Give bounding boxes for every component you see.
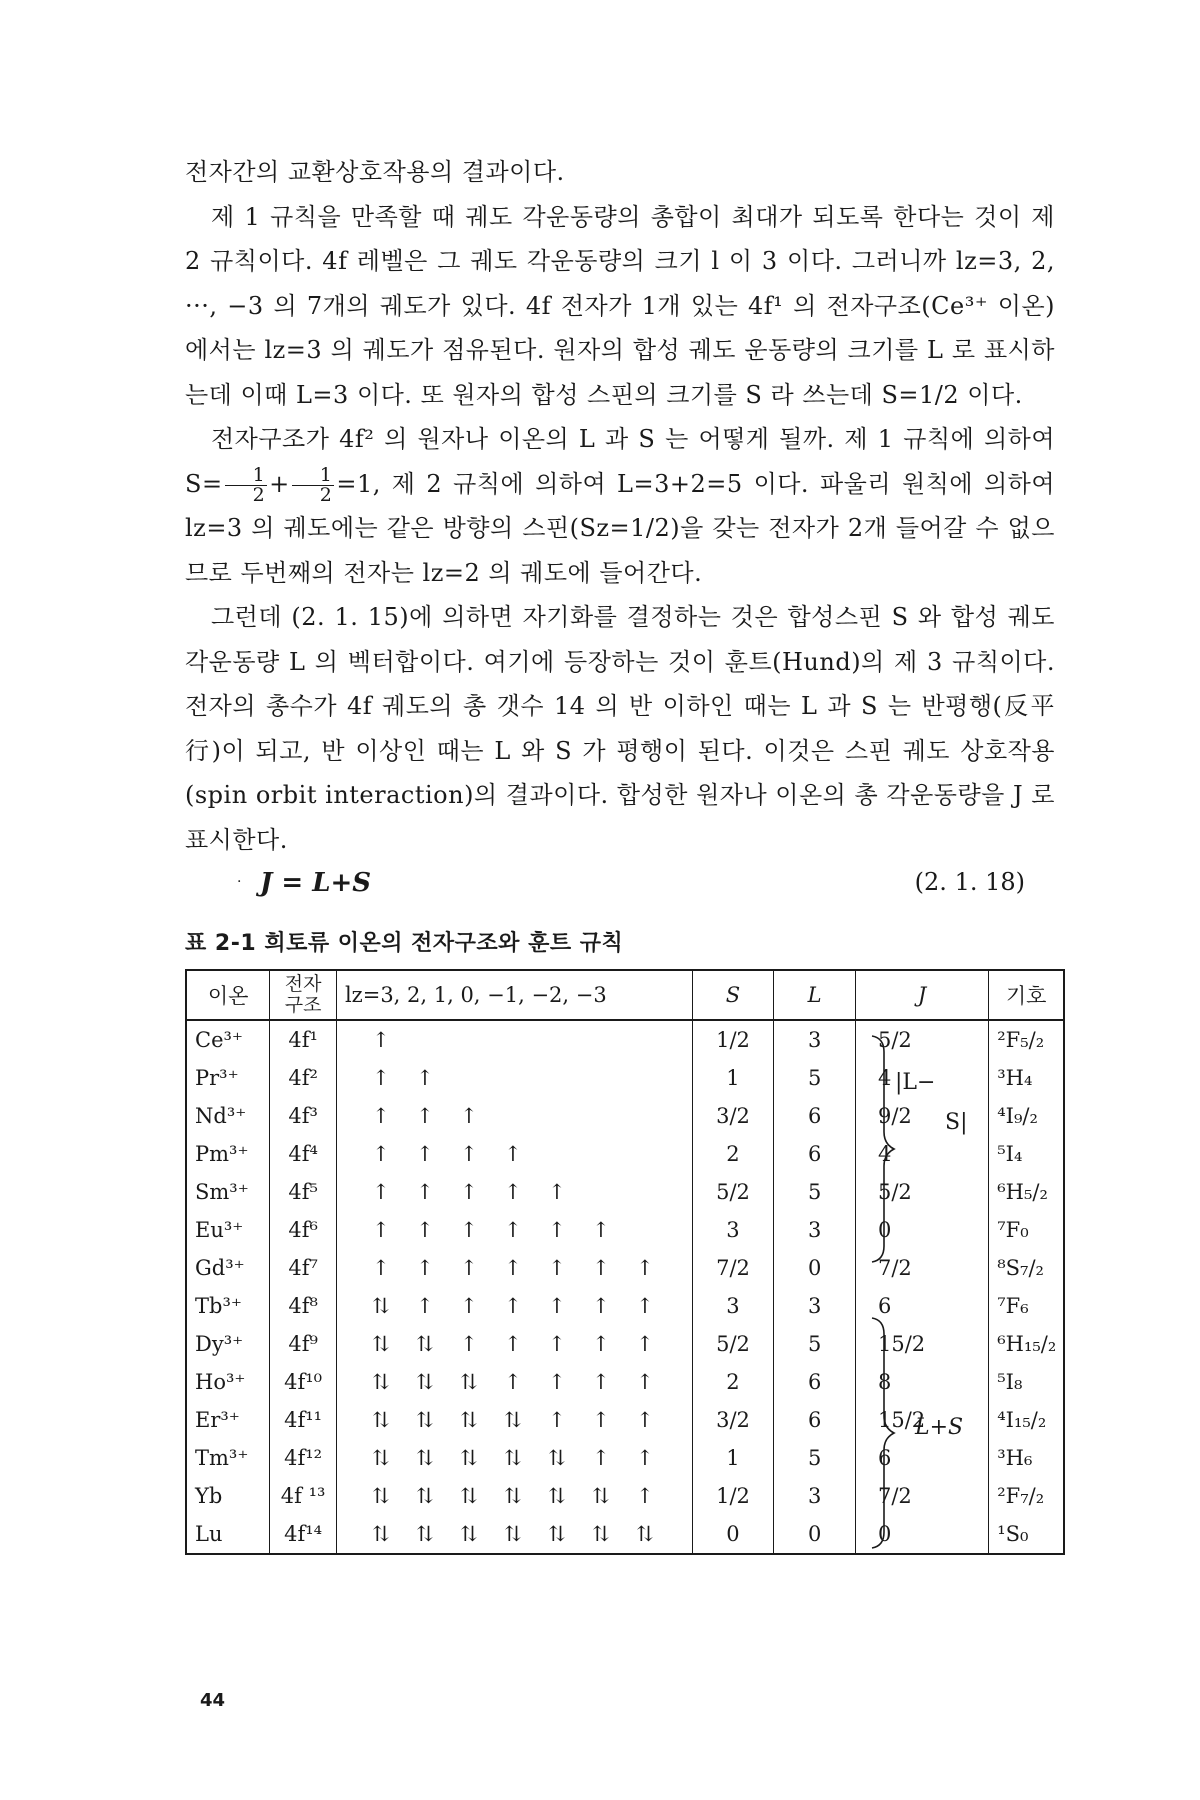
spin-arrow-icon: ↑ <box>592 1218 610 1242</box>
cell-ion: Eu³⁺ <box>186 1211 270 1249</box>
spin-arrow-icon: ↑ <box>592 1256 610 1280</box>
spin-arrow-icon: ↑ <box>548 1256 566 1280</box>
cell-s: 1/2 <box>692 1477 774 1515</box>
cell-symbol: ⁵I₈ <box>989 1363 1064 1401</box>
table-row <box>186 1363 1064 1401</box>
spin-arrow-icon: ↑ <box>416 1142 434 1166</box>
header-l: L <box>774 970 856 1020</box>
header-lz: lz=3, 2, 1, 0, −1, −2, −3 <box>336 970 692 1020</box>
table-row <box>186 1211 1064 1249</box>
paragraph-3 <box>185 417 1055 595</box>
spin-arrow-icon: ↑ <box>372 1104 390 1128</box>
spin-arrow-icon: ⇅ <box>372 1522 390 1546</box>
equation <box>185 864 1055 910</box>
cell-symbol: ⁵I₄ <box>989 1135 1064 1173</box>
cell-j: 9/2 <box>855 1097 988 1135</box>
spin-arrow-icon: ↑ <box>592 1446 610 1470</box>
spin-arrow-icon: ↑ <box>592 1408 610 1432</box>
spin-arrow-icon: ↑ <box>372 1218 390 1242</box>
cell-l: 0 <box>774 1249 856 1287</box>
spin-arrow-icon: ↑ <box>592 1294 610 1318</box>
fraction-one-half-2: $\frac{1}{2}$ <box>292 466 335 505</box>
cell-ion: Nd³⁺ <box>186 1097 270 1135</box>
cell-symbol: ²F₇/₂ <box>989 1477 1064 1515</box>
spin-arrow-icon: ⇅ <box>548 1484 566 1508</box>
brace-plus <box>868 1314 898 1552</box>
spin-arrow-icon: ↑ <box>416 1256 434 1280</box>
cell-spins <box>336 1363 692 1401</box>
spin-arrow-icon: ↑ <box>372 1180 390 1204</box>
cell-j: 8 <box>855 1363 988 1401</box>
paragraph-1: 전자간의 교환상호작용의 결과이다. <box>185 158 565 186</box>
group-label-minus: |L− <box>895 1070 936 1095</box>
cell-j: 15/2 <box>855 1401 988 1439</box>
cell-j: 6 <box>855 1439 988 1477</box>
spin-arrow-icon: ↑ <box>460 1332 478 1356</box>
cell-config: 4f⁵ <box>270 1173 337 1211</box>
table-row <box>186 1325 1064 1363</box>
cell-l: 3 <box>774 1477 856 1515</box>
spin-arrow-icon: ↑ <box>548 1218 566 1242</box>
spin-arrow-icon: ⇅ <box>416 1522 434 1546</box>
cell-j: 0 <box>855 1211 988 1249</box>
cell-s: 5/2 <box>692 1173 774 1211</box>
spin-arrow-icon: ⇅ <box>592 1484 610 1508</box>
cell-l: 6 <box>774 1363 856 1401</box>
cell-l: 5 <box>774 1439 856 1477</box>
spin-arrow-icon: ↑ <box>636 1446 654 1470</box>
cell-symbol: ³H₆ <box>989 1439 1064 1477</box>
cell-config: 4f⁶ <box>270 1211 337 1249</box>
group-label-minus-2: S| <box>945 1110 968 1135</box>
rare-earth-table <box>185 969 1065 1555</box>
cell-config: 4f¹² <box>270 1439 337 1477</box>
spin-arrow-icon: ↑ <box>636 1370 654 1394</box>
brace-minus <box>868 1032 898 1267</box>
page-body <box>185 150 1055 1555</box>
spin-arrow-icon: ↑ <box>416 1294 434 1318</box>
cell-s: 3/2 <box>692 1097 774 1135</box>
plus-sign: + <box>269 469 290 498</box>
spin-arrow-icon: ⇅ <box>460 1370 478 1394</box>
cell-spins <box>336 1325 692 1363</box>
cell-s: 1 <box>692 1439 774 1477</box>
cell-spins <box>336 1135 692 1173</box>
cell-j: 5/2 <box>855 1020 988 1059</box>
spin-arrow-icon: ↑ <box>504 1256 522 1280</box>
cell-l: 6 <box>774 1401 856 1439</box>
spin-arrow-icon: ⇅ <box>636 1522 654 1546</box>
spin-arrow-icon: ⇅ <box>372 1484 390 1508</box>
cell-config: 4f⁸ <box>270 1287 337 1325</box>
cell-ion: Ce³⁺ <box>186 1020 270 1059</box>
cell-symbol: ⁷F₀ <box>989 1211 1064 1249</box>
spin-arrow-icon: ↑ <box>636 1256 654 1280</box>
cell-symbol: ⁷F₆ <box>989 1287 1064 1325</box>
spin-arrow-icon: ↑ <box>416 1066 434 1090</box>
cell-l: 3 <box>774 1287 856 1325</box>
spin-arrow-icon: ↑ <box>372 1142 390 1166</box>
spin-arrow-icon: ⇅ <box>372 1408 390 1432</box>
cell-s: 0 <box>692 1515 774 1554</box>
spin-arrow-icon: ⇅ <box>460 1484 478 1508</box>
spin-arrow-icon: ↑ <box>592 1370 610 1394</box>
cell-symbol: ⁴I₉/₂ <box>989 1097 1064 1135</box>
cell-spins <box>336 1287 692 1325</box>
spin-arrow-icon: ⇅ <box>592 1522 610 1546</box>
cell-l: 6 <box>774 1097 856 1135</box>
spin-arrow-icon: ⇅ <box>504 1408 522 1432</box>
cell-spins <box>336 1477 692 1515</box>
spin-arrow-icon: ↑ <box>548 1408 566 1432</box>
paragraph-3-part-a: 전자구조가 4f² 의 원자나 이온의 L 과 S 는 어떻게 될까. 제 1 규칙에 의하여 S= <box>185 425 1055 498</box>
spin-arrow-icon: ⇅ <box>416 1446 434 1470</box>
cell-ion: Gd³⁺ <box>186 1249 270 1287</box>
cell-symbol: ²F₅/₂ <box>989 1020 1064 1059</box>
cell-l: 3 <box>774 1211 856 1249</box>
cell-config: 4f¹⁰ <box>270 1363 337 1401</box>
cell-spins <box>336 1515 692 1554</box>
spin-arrow-icon: ↑ <box>504 1218 522 1242</box>
spin-arrow-icon: ↑ <box>504 1142 522 1166</box>
spin-arrow-icon: ↑ <box>416 1180 434 1204</box>
cell-config: 4f¹¹ <box>270 1401 337 1439</box>
header-j: J <box>855 970 988 1020</box>
cell-s: 5/2 <box>692 1325 774 1363</box>
spin-arrow-icon: ↑ <box>504 1332 522 1356</box>
cell-config: 4f² <box>270 1059 337 1097</box>
cell-config: 4f¹⁴ <box>270 1515 337 1554</box>
cell-l: 5 <box>774 1325 856 1363</box>
table-row <box>186 1173 1064 1211</box>
equation-dot: · <box>237 874 242 890</box>
page-number: 44 <box>200 1690 226 1711</box>
cell-s: 2 <box>692 1135 774 1173</box>
spin-arrow-icon: ⇅ <box>416 1408 434 1432</box>
cell-symbol: ⁶H₁₅/₂ <box>989 1325 1064 1363</box>
spin-arrow-icon: ⇅ <box>460 1408 478 1432</box>
spin-arrow-icon: ↑ <box>460 1104 478 1128</box>
spin-arrow-icon: ⇅ <box>548 1522 566 1546</box>
cell-spins <box>336 1401 692 1439</box>
equation-formula: J = L+S <box>260 868 372 898</box>
spin-arrow-icon: ↑ <box>372 1028 390 1052</box>
cell-config: 4f ¹³ <box>270 1477 337 1515</box>
cell-ion: Sm³⁺ <box>186 1173 270 1211</box>
cell-spins <box>336 1173 692 1211</box>
cell-symbol: ¹S₀ <box>989 1515 1064 1554</box>
fraction-one-half: $\frac{1}{2}$ <box>225 466 268 505</box>
spin-arrow-icon: ⇅ <box>372 1294 390 1318</box>
cell-ion: Ho³⁺ <box>186 1363 270 1401</box>
spin-arrow-icon: ⇅ <box>460 1446 478 1470</box>
cell-j: 0 <box>855 1515 988 1554</box>
cell-j: 4 <box>855 1059 988 1097</box>
spin-arrow-icon: ⇅ <box>372 1332 390 1356</box>
cell-j: 5/2 <box>855 1173 988 1211</box>
equation-number: (2. 1. 18) <box>914 868 1025 896</box>
header-config: 전자 구조 <box>270 970 337 1020</box>
cell-s: 2 <box>692 1363 774 1401</box>
spin-arrow-icon: ↑ <box>460 1142 478 1166</box>
cell-spins <box>336 1059 692 1097</box>
table-row <box>186 1097 1064 1135</box>
spin-arrow-icon: ⇅ <box>504 1446 522 1470</box>
header-symbol: 기호 <box>989 970 1064 1020</box>
header-ion: 이온 <box>186 970 270 1020</box>
cell-j: 6 <box>855 1287 988 1325</box>
spin-arrow-icon: ↑ <box>636 1294 654 1318</box>
spin-arrow-icon: ↑ <box>504 1180 522 1204</box>
spin-arrow-icon: ⇅ <box>416 1370 434 1394</box>
cell-symbol: ⁸S₇/₂ <box>989 1249 1064 1287</box>
cell-spins <box>336 1439 692 1477</box>
cell-spins <box>336 1020 692 1059</box>
spin-arrow-icon: ↑ <box>548 1370 566 1394</box>
cell-config: 4f⁴ <box>270 1135 337 1173</box>
spin-arrow-icon: ⇅ <box>372 1370 390 1394</box>
spin-arrow-icon: ↑ <box>636 1332 654 1356</box>
cell-config: 4f¹ <box>270 1020 337 1059</box>
cell-ion: Er³⁺ <box>186 1401 270 1439</box>
cell-spins <box>336 1249 692 1287</box>
spin-arrow-icon: ↑ <box>548 1332 566 1356</box>
spin-arrow-icon: ⇅ <box>548 1446 566 1470</box>
cell-l: 0 <box>774 1515 856 1554</box>
paragraph-2: 제 1 규칙을 만족할 때 궤도 각운동량의 총합이 최대가 되도록 한다는 것이 제 2 규칙이다. 4f 레벨은 그 궤도 각운동량의 크기 l 이 3 이다. 그러니까 lz=3, 2, ···, −3 의 7개의 궤도가 있다. 4f 전자가 1개 있는 4f¹ 의 전자구조(Ce³⁺ 이온)에서는 lz=3 의 궤도가 점유된다. 원자의 합성 궤도 운동량의 크기를 L 로 표시하는데 이때 L=3 이다. 또 원자의 합성 스핀의 크기를 S 라 쓰는데 S=1/2 이다. <box>185 202 1055 409</box>
cell-j: 7/2 <box>855 1249 988 1287</box>
cell-s: 1 <box>692 1059 774 1097</box>
table-header-row <box>186 970 1064 1020</box>
cell-config: 4f³ <box>270 1097 337 1135</box>
cell-s: 3/2 <box>692 1401 774 1439</box>
spin-arrow-icon: ↑ <box>548 1180 566 1204</box>
spin-arrow-icon: ↑ <box>548 1294 566 1318</box>
cell-symbol: ⁶H₅/₂ <box>989 1173 1064 1211</box>
spin-arrow-icon: ⇅ <box>372 1446 390 1470</box>
cell-l: 3 <box>774 1020 856 1059</box>
cell-ion: Pm³⁺ <box>186 1135 270 1173</box>
spin-arrow-icon: ↑ <box>504 1370 522 1394</box>
spin-arrow-icon: ↑ <box>416 1104 434 1128</box>
cell-l: 5 <box>774 1173 856 1211</box>
cell-s: 3 <box>692 1211 774 1249</box>
cell-ion: Yb <box>186 1477 270 1515</box>
paragraph-3-part-b: =1, 제 2 규칙에 의하여 L=3+2=5 이다. 파울리 원칙에 의하여 lz=3 의 궤도에는 같은 방향의 스핀(Sz=1/2)을 갖는 전자가 2개 들어갈 수 없으므로 두번째의 전자는 lz=2 의 궤도에 들어간다. <box>185 469 1055 587</box>
group-label-plus: L+S <box>915 1415 964 1440</box>
spin-arrow-icon: ↑ <box>636 1484 654 1508</box>
table-row <box>186 1249 1064 1287</box>
spin-arrow-icon: ↑ <box>504 1294 522 1318</box>
spin-arrow-icon: ⇅ <box>460 1522 478 1546</box>
cell-config: 4f⁷ <box>270 1249 337 1287</box>
spin-arrow-icon: ↑ <box>460 1256 478 1280</box>
spin-arrow-icon: ↑ <box>416 1218 434 1242</box>
table-row <box>186 1287 1064 1325</box>
header-s: S <box>692 970 774 1020</box>
table-row <box>186 1439 1064 1477</box>
table-row <box>186 1515 1064 1554</box>
cell-ion: Tm³⁺ <box>186 1439 270 1477</box>
spin-arrow-icon: ↑ <box>372 1066 390 1090</box>
spin-arrow-icon: ↑ <box>372 1256 390 1280</box>
cell-config: 4f⁹ <box>270 1325 337 1363</box>
cell-ion: Pr³⁺ <box>186 1059 270 1097</box>
table-row <box>186 1135 1064 1173</box>
cell-symbol: ³H₄ <box>989 1059 1064 1097</box>
cell-l: 5 <box>774 1059 856 1097</box>
table-caption: 표 2-1 희토류 이온의 전자구조와 훈트 규칙 <box>185 931 624 956</box>
spin-arrow-icon: ↑ <box>460 1180 478 1204</box>
cell-ion: Dy³⁺ <box>186 1325 270 1363</box>
spin-arrow-icon: ↑ <box>460 1294 478 1318</box>
cell-j: 7/2 <box>855 1477 988 1515</box>
spin-arrow-icon: ↑ <box>592 1332 610 1356</box>
table-row <box>186 1477 1064 1515</box>
cell-j: 4 <box>855 1135 988 1173</box>
cell-ion: Lu <box>186 1515 270 1554</box>
cell-l: 6 <box>774 1135 856 1173</box>
cell-s: 7/2 <box>692 1249 774 1287</box>
paragraph-4: 그런데 (2. 1. 15)에 의하면 자기화를 결정하는 것은 합성스핀 S 와 합성 궤도 각운동량 L 의 벡터합이다. 여기에 등장하는 것이 훈트(Hund)의 제 3 규칙이다. 전자의 총수가 4f 궤도의 총 갯수 14 의 반 이하인 때는 L 과 S 는 반평행(反平行)이 되고, 반 이상인 때는 L 와 S 가 평행이 된다. 이것은 스핀 궤도 상호작용(spin orbit interaction)의 결과이다. 합성한 원자나 이온의 총 각운동량을 J 로 표시한다. <box>185 603 1055 854</box>
cell-spins <box>336 1097 692 1135</box>
spin-arrow-icon: ↑ <box>460 1218 478 1242</box>
cell-symbol: ⁴I₁₅/₂ <box>989 1401 1064 1439</box>
spin-arrow-icon: ⇅ <box>416 1484 434 1508</box>
cell-spins <box>336 1211 692 1249</box>
spin-arrow-icon: ↑ <box>636 1408 654 1432</box>
cell-s: 1/2 <box>692 1020 774 1059</box>
spin-arrow-icon: ⇅ <box>416 1332 434 1356</box>
cell-j: 15/2 <box>855 1325 988 1363</box>
spin-arrow-icon: ⇅ <box>504 1522 522 1546</box>
cell-ion: Tb³⁺ <box>186 1287 270 1325</box>
spin-arrow-icon: ⇅ <box>504 1484 522 1508</box>
table-row <box>186 1020 1064 1059</box>
cell-s: 3 <box>692 1287 774 1325</box>
